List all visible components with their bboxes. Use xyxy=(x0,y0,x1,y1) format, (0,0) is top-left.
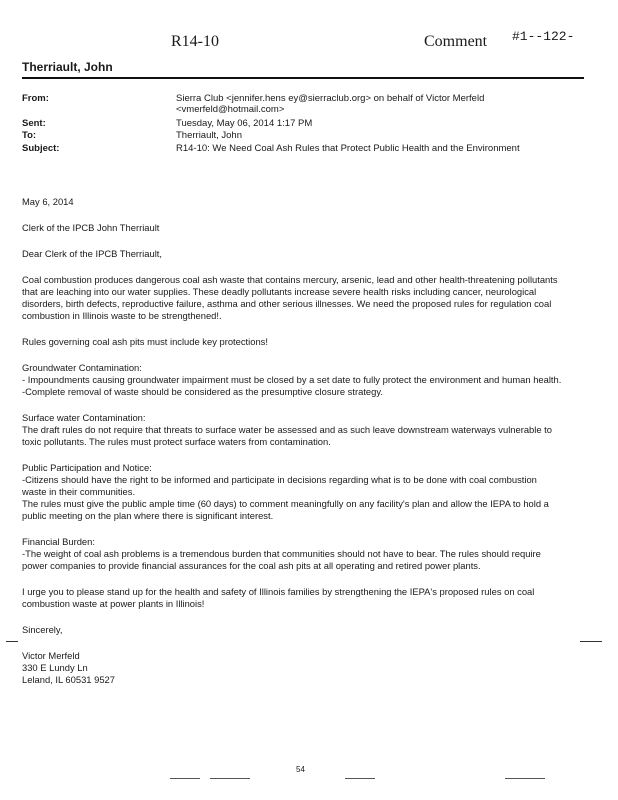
section-public-participation xyxy=(22,462,562,522)
letter-body xyxy=(22,196,562,686)
public-participation-heading: Public Participation and Notice: xyxy=(22,462,152,473)
header-divider xyxy=(22,77,584,79)
footer-scan-mark xyxy=(345,778,375,779)
footer-scan-mark xyxy=(170,778,200,779)
sender-name-heading: Therriault, John xyxy=(22,60,113,74)
public-participation-item: The rules must give the public ample time (60 days) to comment meaningfully on any facility's plan and allow the IEPA to hold a public meeting on the plan where there is significant interest. xyxy=(22,498,549,521)
from-label: From: xyxy=(22,93,49,104)
signature-block xyxy=(22,650,562,686)
surface-water-heading: Surface water Contamination: xyxy=(22,412,146,423)
from-value: Sierra Club <jennifer.hens ey@sierraclub.org> on behalf of Victor Merfeld <vmerfeld@hotmail.com> xyxy=(176,93,485,115)
sent-label: Sent: xyxy=(22,118,46,129)
signature-name: Victor Merfeld xyxy=(22,650,80,661)
signoff: Sincerely, xyxy=(22,624,63,635)
docket-number: R14-10 xyxy=(171,33,219,50)
groundwater-item: -Complete removal of waste should be considered as the presumptive closure strategy. xyxy=(22,386,383,397)
groundwater-item: - Impoundments causing groundwater impairment must be closed by a set date to fully protect the environment and human health. xyxy=(22,374,562,385)
footer-scan-mark xyxy=(505,778,545,779)
to-value: Therriault, John xyxy=(176,130,243,141)
signature-address-line: Leland, IL 60531 9527 xyxy=(22,674,115,685)
paragraph-protections: Rules governing coal ash pits must include key protections! xyxy=(22,336,268,347)
signature-address-line: 330 E Lundy Ln xyxy=(22,662,88,673)
groundwater-heading: Groundwater Contamination: xyxy=(22,362,142,373)
public-participation-item: -Citizens should have the right to be informed and participate in decisions regarding what is to be done with coal combustion waste in their communities. xyxy=(22,474,537,497)
comment-label: Comment xyxy=(424,33,488,50)
letter-date: May 6, 2014 xyxy=(22,196,74,207)
paragraph-intro: Coal combustion produces dangerous coal ash waste that contains mercury, arsenic, lead and other health-threatening pollutants that are leaching into our water supplies. These deadly pollutants increase severe health risks including cancer, neurological disorders, birth defects, reproductive failure, asthma and other serious illnesses. We need the proposed rules for regulation coal combustion in Illinois waste to be strengthened!. xyxy=(22,274,558,321)
section-financial-burden xyxy=(22,536,562,572)
page-number: 54 xyxy=(296,765,305,774)
surface-water-text: The draft rules do not require that threats to surface water be assessed and as such leave downstream waterways vulnerable to toxic pollutants. The rules must protect surface waters from contamination. xyxy=(22,424,552,447)
margin-scan-mark xyxy=(580,641,602,642)
section-groundwater xyxy=(22,362,562,398)
sent-value: Tuesday, May 06, 2014 1:17 PM xyxy=(176,118,313,129)
financial-burden-heading: Financial Burden: xyxy=(22,536,95,547)
margin-scan-mark xyxy=(6,641,18,642)
to-label: To: xyxy=(22,130,37,141)
subject-value: R14-10: We Need Coal Ash Rules that Protect Public Health and the Environment xyxy=(176,143,520,154)
footer-scan-mark xyxy=(210,778,250,779)
letter-greeting: Dear Clerk of the IPCB Therriault, xyxy=(22,248,162,259)
section-surface-water xyxy=(22,412,562,448)
subject-label: Subject: xyxy=(22,143,60,154)
comment-number: #1--122- xyxy=(512,29,575,44)
letter-recipient: Clerk of the IPCB John Therriault xyxy=(22,222,160,233)
paragraph-closing: I urge you to please stand up for the health and safety of Illinois families by strengthening the IEPA's proposed rules on coal combustion waste at power plants in Illinois! xyxy=(22,586,535,609)
financial-burden-text: -The weight of coal ash problems is a tremendous burden that communities should not have to bear. The rules should require power companies to provide financial assurances for the coal ash pits at all operating and retired power plants. xyxy=(22,548,541,571)
